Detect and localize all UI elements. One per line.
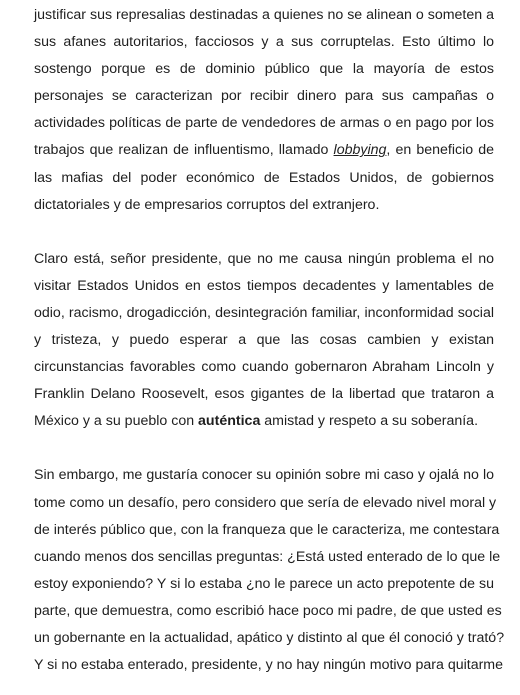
text-line: Y si no estaba enterado, presidente, y no hay ningún motivo para quitarme [34, 657, 504, 674]
text-line: dictatoriales y de empresarios corruptos del extranjero. [34, 196, 380, 213]
bold-term: auténtica [198, 413, 261, 430]
text-segment: amistad y respeto a su soberanía. [260, 413, 479, 430]
text-line: circunstancias favorables como cuando gobernaron Abraham Lincoln y [34, 359, 494, 376]
text-line: cuando menos dos sencillas preguntas: ¿Está usted enterado de lo que le [34, 548, 501, 565]
text-line: Franklin Delano Roosevelt, esos gigantes de la libertad que trataron a [34, 386, 494, 403]
text-line: parte, que demuestra, como escribió hace poco mi padre, de que usted es [34, 602, 502, 619]
text-line: actividades políticas de parte de vendedores de armas o en pago por los [34, 115, 494, 132]
text-line [34, 137, 494, 164]
text-line: Claro está, señor presidente, que no me causa ningún problema el no [34, 250, 494, 267]
text-line: estoy exponiendo? Y si lo estaba ¿no le parece un acto prepotente de su [34, 575, 494, 592]
text-line: Sin embargo, me gustaría conocer su opinión sobre mi caso y ojalá no lo [34, 467, 494, 484]
text-segment: trabajos que realizan de influentismo, llamado [34, 142, 334, 159]
text-line: visitar Estados Unidos en estos tiempos decadentes y lamentables de [34, 277, 494, 294]
paragraph-1 [34, 2, 494, 219]
text-line: y tristeza, y puedo esperar a que las cosas cambien y existan [34, 332, 494, 349]
text-line: justificar sus represalias destinadas a quienes no se alinean o someten a [34, 7, 494, 23]
paragraph-3 [34, 462, 505, 679]
emphasized-term: lobbying [333, 142, 387, 159]
text-line: las mafias del poder económico de Estados Unidos, de gobiernos [34, 169, 494, 186]
document-page [34, 2, 505, 679]
text-line: un gobernante en la actualidad, apático y distinto al que él conoció y trató? [34, 629, 505, 646]
paragraph-2 [34, 246, 494, 436]
text-segment: , en beneficio de [386, 142, 495, 159]
text-line: personajes se caracterizan por recibir dinero para sus campañas o [34, 88, 494, 105]
text-line: de interés público que, con la franqueza que le caracteriza, me contestara [34, 521, 500, 538]
text-line [34, 408, 494, 435]
text-segment: México y a su pueblo con [34, 413, 199, 430]
text-line: odio, racismo, drogadicción, desintegración familiar, inconformidad social [34, 304, 494, 321]
text-line: sostengo porque es de dominio público que la mayoría de estos [34, 61, 494, 78]
text-line: tome como un desafío, pero considero que sería de elevado nivel moral y [34, 494, 497, 511]
text-line: sus afanes autoritarios, facciosos y a sus corruptelas. Esto último lo [34, 34, 494, 51]
